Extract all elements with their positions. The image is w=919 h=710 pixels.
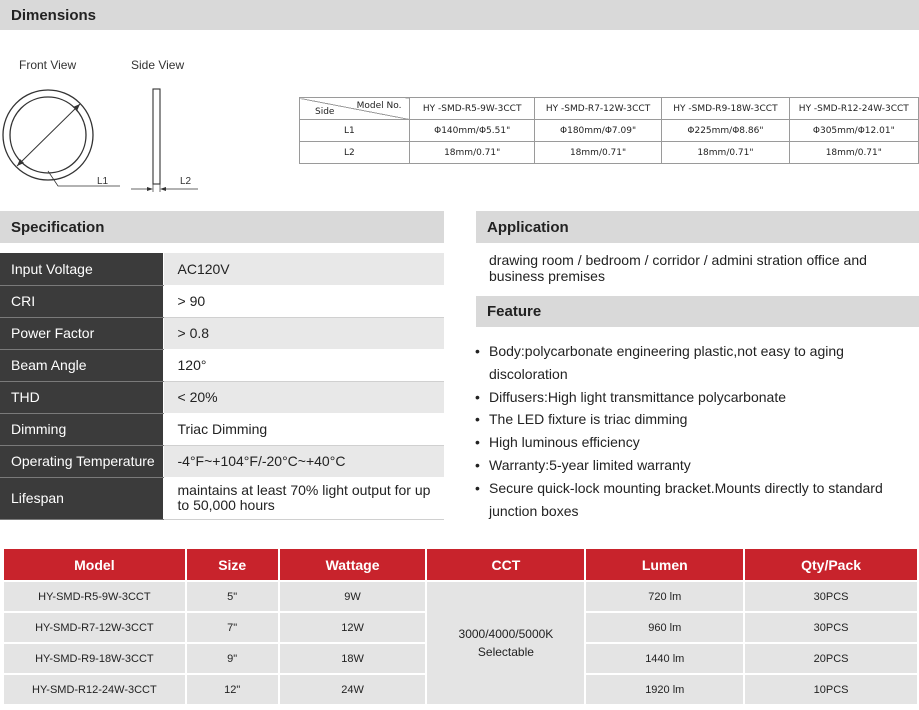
spec-label: Beam Angle bbox=[0, 349, 163, 381]
spec-row bbox=[0, 445, 444, 477]
spec-label: THD bbox=[0, 381, 163, 413]
specification-table bbox=[0, 253, 444, 520]
header-model: Model bbox=[4, 549, 185, 580]
model-cell: HY-SMD-R12-24W-3CCT bbox=[4, 675, 185, 704]
spec-label: Operating Temperature bbox=[0, 445, 163, 477]
size-cell: 12" bbox=[187, 675, 278, 704]
dim-model-header: HY -SMD-R7-12W-3CCT bbox=[534, 98, 661, 120]
feature-text: Diffusers:High light transmittance polycarbonate bbox=[489, 388, 787, 405]
dim-row-label: L2 bbox=[300, 142, 410, 164]
spec-label: CRI bbox=[0, 285, 163, 317]
wattage-cell: 9W bbox=[280, 582, 426, 611]
dimension-table-header bbox=[300, 98, 919, 120]
dimension-row-l2 bbox=[300, 142, 919, 164]
bullet-icon: • bbox=[475, 411, 480, 428]
product-table-header bbox=[4, 549, 917, 580]
dimension-table bbox=[299, 97, 919, 164]
header-wattage: Wattage bbox=[280, 549, 426, 580]
dim-model-header: HY -SMD-R12-24W-3CCT bbox=[789, 98, 918, 120]
dimension-table-corner bbox=[300, 98, 410, 120]
dim-cell: 18mm/0.71" bbox=[410, 142, 534, 164]
header-lumen: Lumen bbox=[586, 549, 743, 580]
dim-cell: Φ305mm/Φ12.01" bbox=[789, 120, 918, 142]
spec-value: > 0.8 bbox=[163, 317, 444, 349]
feature-item bbox=[475, 386, 915, 409]
feature-item bbox=[475, 477, 915, 523]
dim-model-header: HY -SMD-R5-9W-3CCT bbox=[410, 98, 534, 120]
spec-value: maintains at least 70% light output for up to 50,000 hours bbox=[163, 477, 444, 519]
spec-row bbox=[0, 413, 444, 445]
dim-cell: 18mm/0.71" bbox=[789, 142, 918, 164]
dim-cell: Φ140mm/Φ5.51" bbox=[410, 120, 534, 142]
lumen-cell: 720 lm bbox=[586, 582, 743, 611]
model-no-label: Model No. bbox=[356, 101, 402, 111]
spec-value: < 20% bbox=[163, 381, 444, 413]
side-view-label: Side View bbox=[131, 58, 185, 72]
size-cell: 7" bbox=[187, 613, 278, 642]
dimension-row-l1 bbox=[300, 120, 919, 142]
spec-value: -4°F~+104°F/-20°C~+40°C bbox=[163, 445, 444, 477]
front-view-drawing bbox=[3, 90, 120, 186]
spec-value: 120° bbox=[163, 349, 444, 381]
side-label: Side bbox=[315, 107, 335, 117]
l2-label: L2 bbox=[180, 176, 192, 187]
dim-cell: 18mm/0.71" bbox=[534, 142, 661, 164]
dimension-drawing bbox=[0, 80, 230, 195]
spec-row bbox=[0, 317, 444, 349]
spec-value: Triac Dimming bbox=[163, 413, 444, 445]
specification-heading: Specification bbox=[0, 211, 444, 243]
bullet-icon: • bbox=[475, 479, 480, 496]
lumen-cell: 960 lm bbox=[586, 613, 743, 642]
feature-list bbox=[475, 340, 915, 522]
product-table bbox=[2, 547, 919, 706]
feature-text: Secure quick-lock mounting bracket.Mounts directly to standard junction boxes bbox=[489, 479, 883, 519]
feature-text: The LED fixture is triac dimming bbox=[489, 411, 688, 428]
dim-model-header: HY -SMD-R9-18W-3CCT bbox=[662, 98, 789, 120]
bullet-icon: • bbox=[475, 434, 480, 451]
spec-label: Input Voltage bbox=[0, 253, 163, 285]
cct-values: 3000/4000/5000K bbox=[458, 627, 554, 641]
feature-text: Warranty:5-year limited warranty bbox=[489, 456, 691, 473]
feature-item bbox=[475, 454, 915, 477]
spec-row bbox=[0, 349, 444, 381]
spec-label: Power Factor bbox=[0, 317, 163, 349]
spec-label: Dimming bbox=[0, 413, 163, 445]
bullet-icon: • bbox=[475, 388, 480, 405]
size-cell: 5" bbox=[187, 582, 278, 611]
feature-item bbox=[475, 431, 915, 454]
model-cell: HY-SMD-R5-9W-3CCT bbox=[4, 582, 185, 611]
spec-value: AC120V bbox=[163, 253, 444, 285]
qty-cell: 10PCS bbox=[745, 675, 917, 704]
dim-cell: 18mm/0.71" bbox=[662, 142, 789, 164]
bullet-icon: • bbox=[475, 456, 480, 473]
spec-row bbox=[0, 477, 444, 519]
feature-item bbox=[475, 340, 915, 386]
dim-cell: Φ225mm/Φ8.86" bbox=[662, 120, 789, 142]
spec-row bbox=[0, 285, 444, 317]
qty-cell: 20PCS bbox=[745, 644, 917, 673]
qty-cell: 30PCS bbox=[745, 613, 917, 642]
wattage-cell: 24W bbox=[280, 675, 426, 704]
feature-text: High luminous efficiency bbox=[489, 434, 640, 451]
cct-note: Selectable bbox=[477, 645, 534, 659]
header-cct: CCT bbox=[427, 549, 584, 580]
dimensions-heading: Dimensions bbox=[0, 0, 919, 30]
bullet-icon: • bbox=[475, 343, 480, 359]
spec-row bbox=[0, 253, 444, 285]
spec-value: > 90 bbox=[163, 285, 444, 317]
wattage-cell: 12W bbox=[280, 613, 426, 642]
header-size: Size bbox=[187, 549, 278, 580]
cct-cell bbox=[427, 582, 584, 704]
model-cell: HY-SMD-R9-18W-3CCT bbox=[4, 644, 185, 673]
l1-label: L1 bbox=[97, 176, 109, 187]
application-heading: Application bbox=[476, 211, 919, 243]
front-view-label: Front View bbox=[19, 58, 77, 72]
table-row bbox=[4, 582, 917, 611]
spec-label: Lifespan bbox=[0, 477, 163, 519]
application-text: drawing room / bedroom / corridor / admini stration office and business premises bbox=[489, 252, 867, 284]
dim-cell: Φ180mm/Φ7.09" bbox=[534, 120, 661, 142]
qty-cell: 30PCS bbox=[745, 582, 917, 611]
lumen-cell: 1440 lm bbox=[586, 644, 743, 673]
model-cell: HY-SMD-R7-12W-3CCT bbox=[4, 613, 185, 642]
header-qty-pack: Qty/Pack bbox=[745, 549, 917, 580]
lumen-cell: 1920 lm bbox=[586, 675, 743, 704]
wattage-cell: 18W bbox=[280, 644, 426, 673]
dim-row-label: L1 bbox=[300, 120, 410, 142]
feature-text: Body:polycarbonate engineering plastic,not easy to aging discoloration bbox=[489, 343, 844, 382]
spec-row bbox=[0, 381, 444, 413]
size-cell: 9" bbox=[187, 644, 278, 673]
feature-item bbox=[475, 408, 915, 431]
feature-heading: Feature bbox=[476, 296, 919, 327]
